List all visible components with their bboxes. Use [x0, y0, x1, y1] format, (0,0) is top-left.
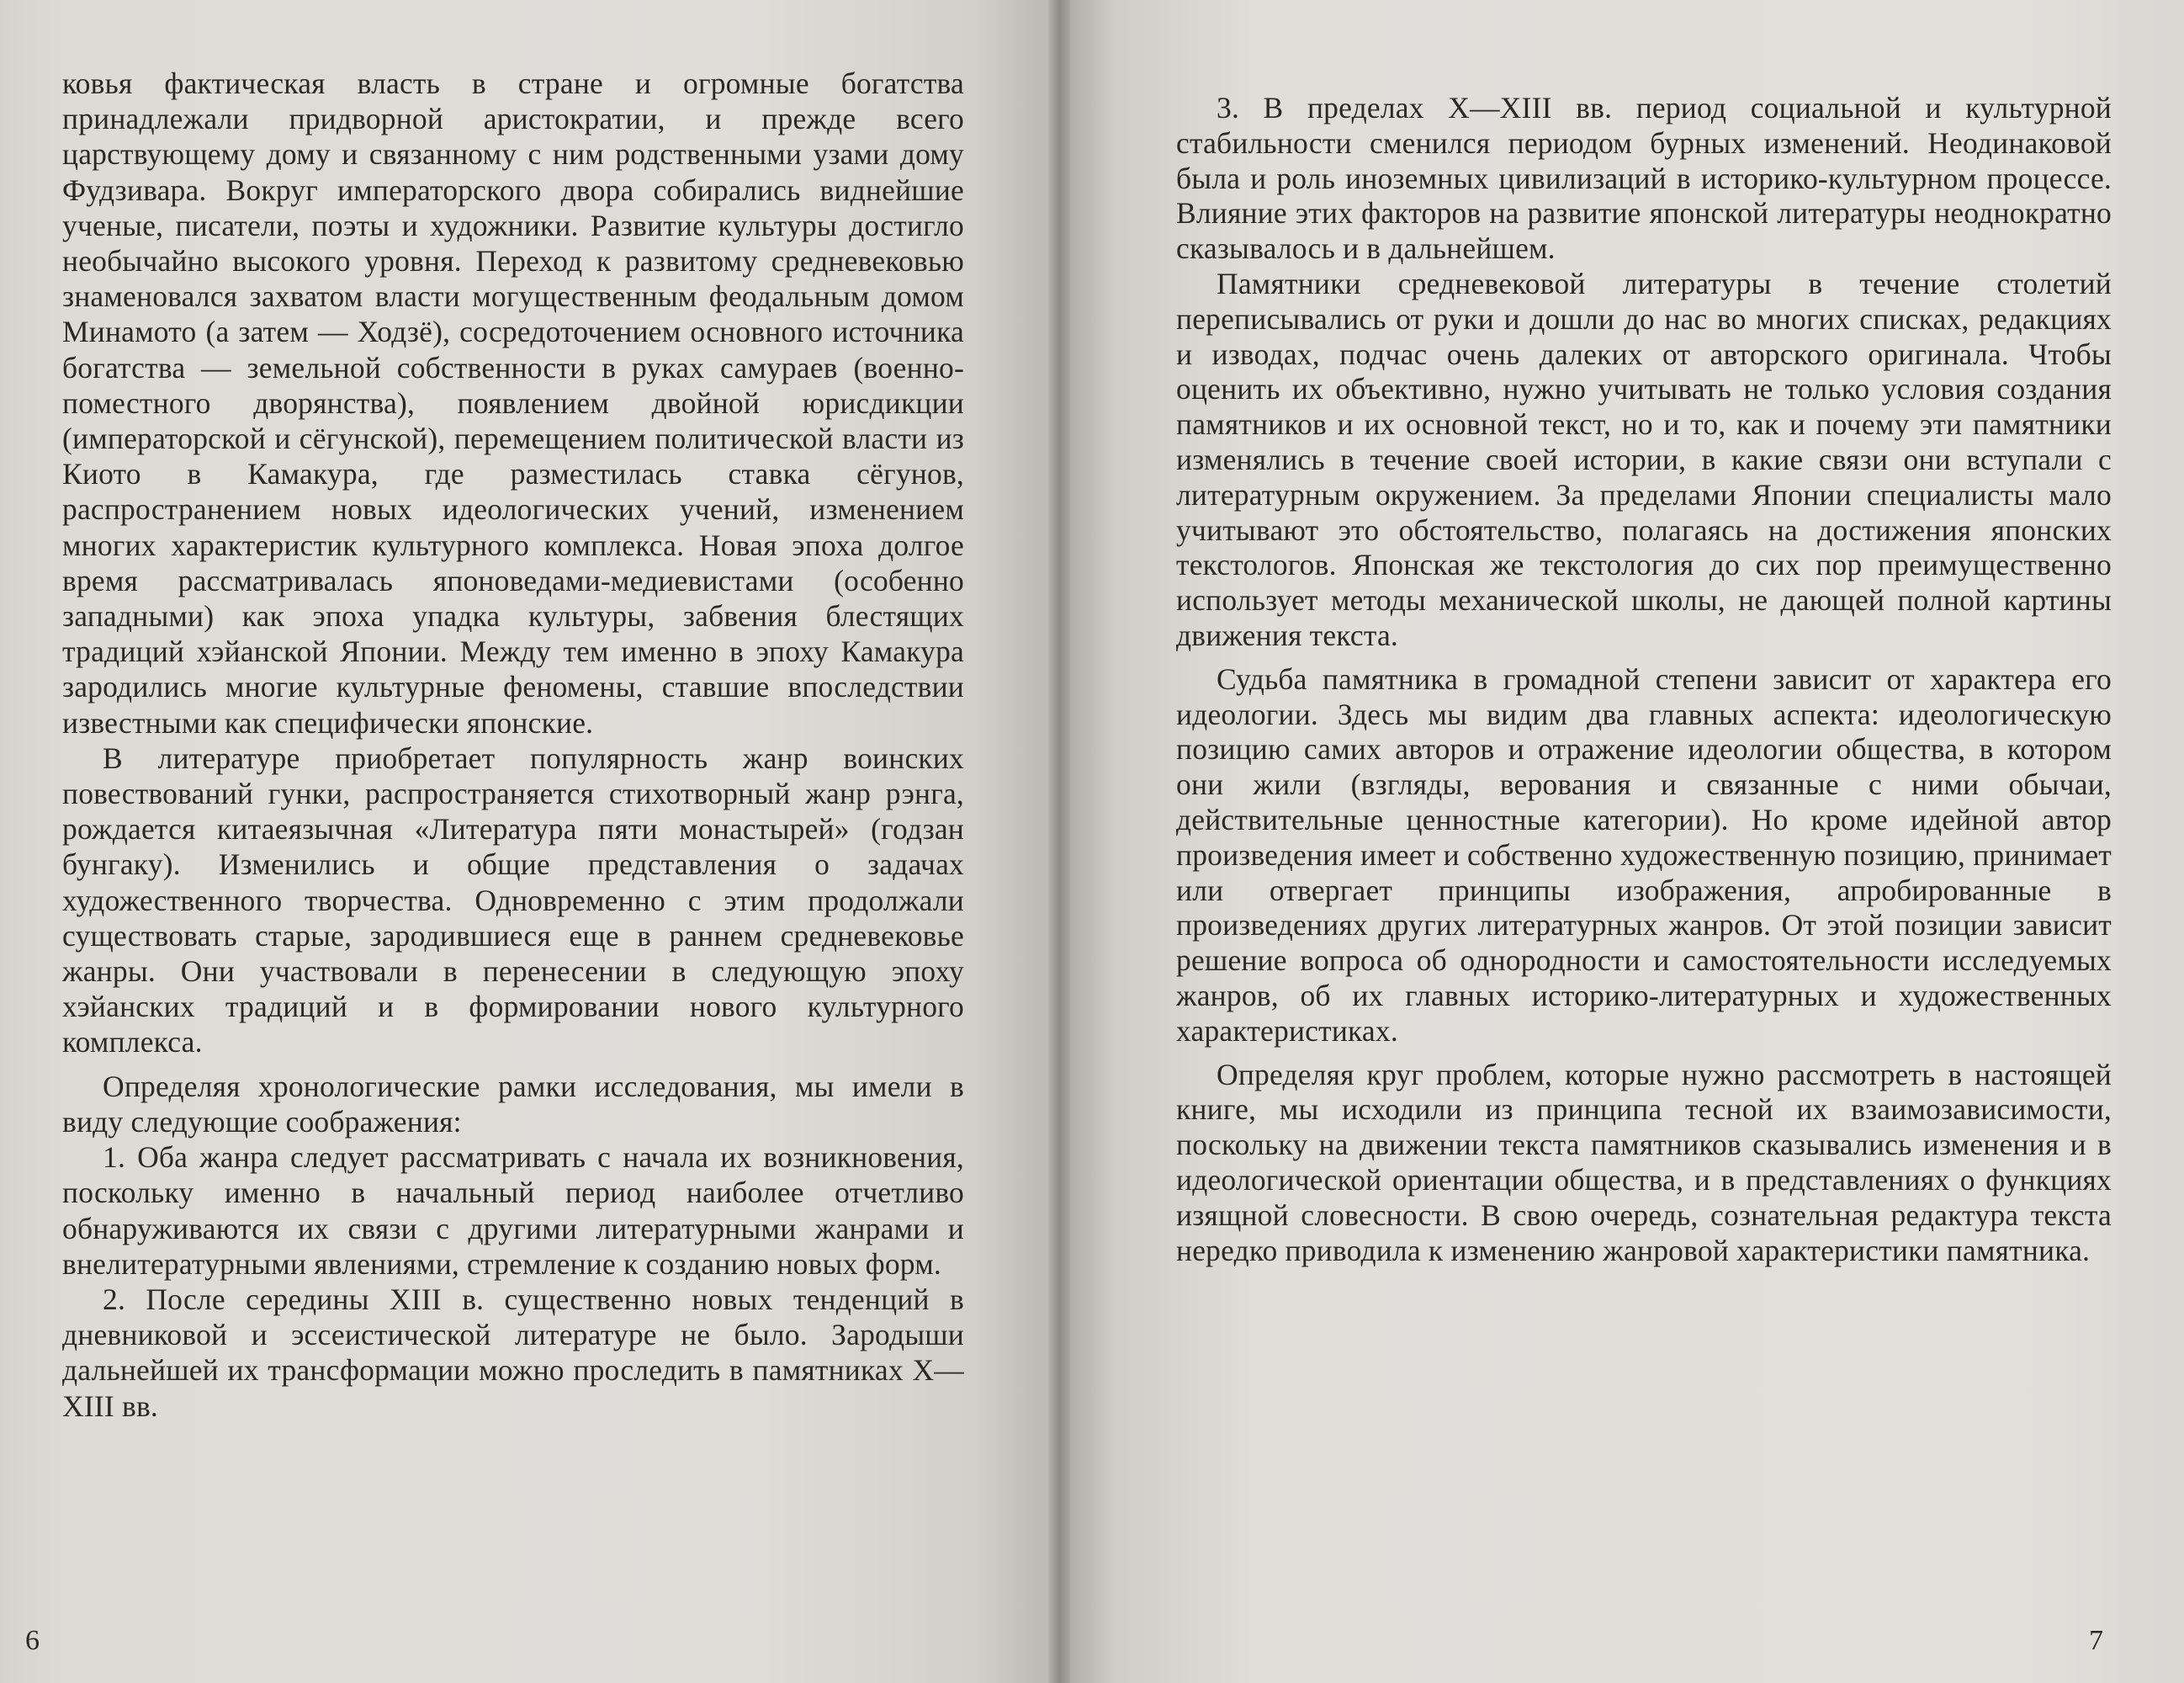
paragraph-gap — [1176, 654, 2112, 662]
right-paragraph-1: 3. В пределах X—XIII вв. период социальной и культурной стабильности сменился периодом бурных изменений. Неодинаковой была и роль иноземных цивилизаций в историко-культурном процессе. Влияние этих факторов на развитие японской литературы неоднократно сказывалось и в дальнейшем. — [1176, 91, 2112, 266]
paragraph-gap — [1176, 1049, 2112, 1058]
left-paragraph-1: ковья фактическая власть в стране и огромные богатства принадлежали придворной аристократии, и прежде всего царствующему дому и связанному с ним родственными узами дому Фудзивара. Вокруг императорского двора собирались виднейшие ученые, писатели, поэты и художники. Развитие культуры достигло необычайно высокого уровня. Переход к развитому средневековью знаменовался захватом власти могущественным феодальным домом Минамото (а затем — Ходзё), сосредоточением основного источника богатства — земельной собственности в руках самураев (военно-поместного дворянства), появлением двойной юрисдикции (императорской и сёгунской), перемещением политической власти из Киото в Камакура, где разместилась ставка сёгунов, распространением новых идеологических учений, изменением многих характеристик культурного комплекса. Новая эпоха долгое время рассматривалась японоведами-медиевистами (особенно западными) как эпоха упадка культуры, забвения блестящих традиций хэйанской Японии. Между тем именно в эпоху Камакура зародились многие культурные феномены, ставшие впоследствии известными как специфически японские. — [62, 66, 964, 740]
right-paragraph-3: Судьба памятника в громадной степени зависит от характера его идеологии. Здесь мы видим два главных аспекта: идеологическую позицию самих авторов и отражение идеологии общества, в котором они жили (взгляды, верования и связанные с ними обычаи, действительные ценностные категории). Но кроме идейной автор произведения имеет и собственно художественную позицию, принимает или отвергает принципы изображения, апробированные в произведениях других литературных жанров. От этой позиции зависит решение вопроса об однородности и самостоятельности исследуемых жанров, об их главных историко-литературных и художественных характеристиках. — [1176, 661, 2112, 1048]
left-page — [0, 0, 1058, 1683]
left-paragraph-3: Определяя хронологические рамки исследования, мы имели в виду следующие соображения: — [62, 1069, 964, 1139]
right-page — [1058, 0, 2184, 1683]
right-paragraph-4: Определяя круг проблем, которые нужно рассмотреть в настоящей книге, мы исходили из принципа тесной их взаимозависимости, поскольку на движении текста памятников сказывались изменения и в идеологической ориентации общества, и в представлениях о функциях изящной словесности. В свою очередь, сознательная редактура текста нередко приводила к изменению жанровой характеристики памятника. — [1176, 1057, 2112, 1267]
page-number-left: 6 — [25, 1625, 40, 1656]
left-list-item-1: 1. Оба жанра следует рассматривать с начала их возникновения, поскольку именно в начальный период наиболее отчетливо обнаруживаются их связи с другими литературными жанрами и внелитературными явлениями, стремление к созданию новых форм. — [62, 1140, 964, 1281]
paragraph-gap — [62, 1060, 964, 1069]
right-paragraph-2: Памятники средневековой литературы в течение столетий переписывались от руки и дошли до нас во многих списках, редакциях и изводах, подчас очень далеких от авторского оригинала. Чтобы оценить их объективно, нужно учитывать не только условия создания памятников и их основной текст, но и то, как и почему эти памятники изменялись в течение своей истории, в какие связи они вступали с литературным окружением. За пределами Японии специалисты мало учитывают это обстоятельство, полагаясь на достижения японских текстологов. Японская же текстология до сих пор преимущественно использует методы механической школы, не дающей полной картины движения текста. — [1176, 266, 2112, 652]
page-number-right: 7 — [2089, 1625, 2103, 1656]
left-paragraph-2: В литературе приобретает популярность жанр воинских повествований гунки, распространяется стихотворный жанр рэнга, рождается китаеязычная «Литература пяти монастырей» (годзан бунгаку). Изменились и общие представления о задачах художественного творчества. Одновременно с этим продолжали существовать старые, зародившиеся еще в раннем средневековье жанры. Они участвовали в перенесении в следующую эпоху хэйанских традиций и в формировании нового культурного комплекса. — [62, 741, 964, 1059]
book-gutter — [1048, 0, 1070, 1683]
left-list-item-2: 2. После середины XIII в. существенно новых тенденций в дневниковой и эссеистической литературе не было. Зародыши дальнейшей их трансформации можно проследить в памятниках X—XIII вв. — [62, 1282, 964, 1423]
